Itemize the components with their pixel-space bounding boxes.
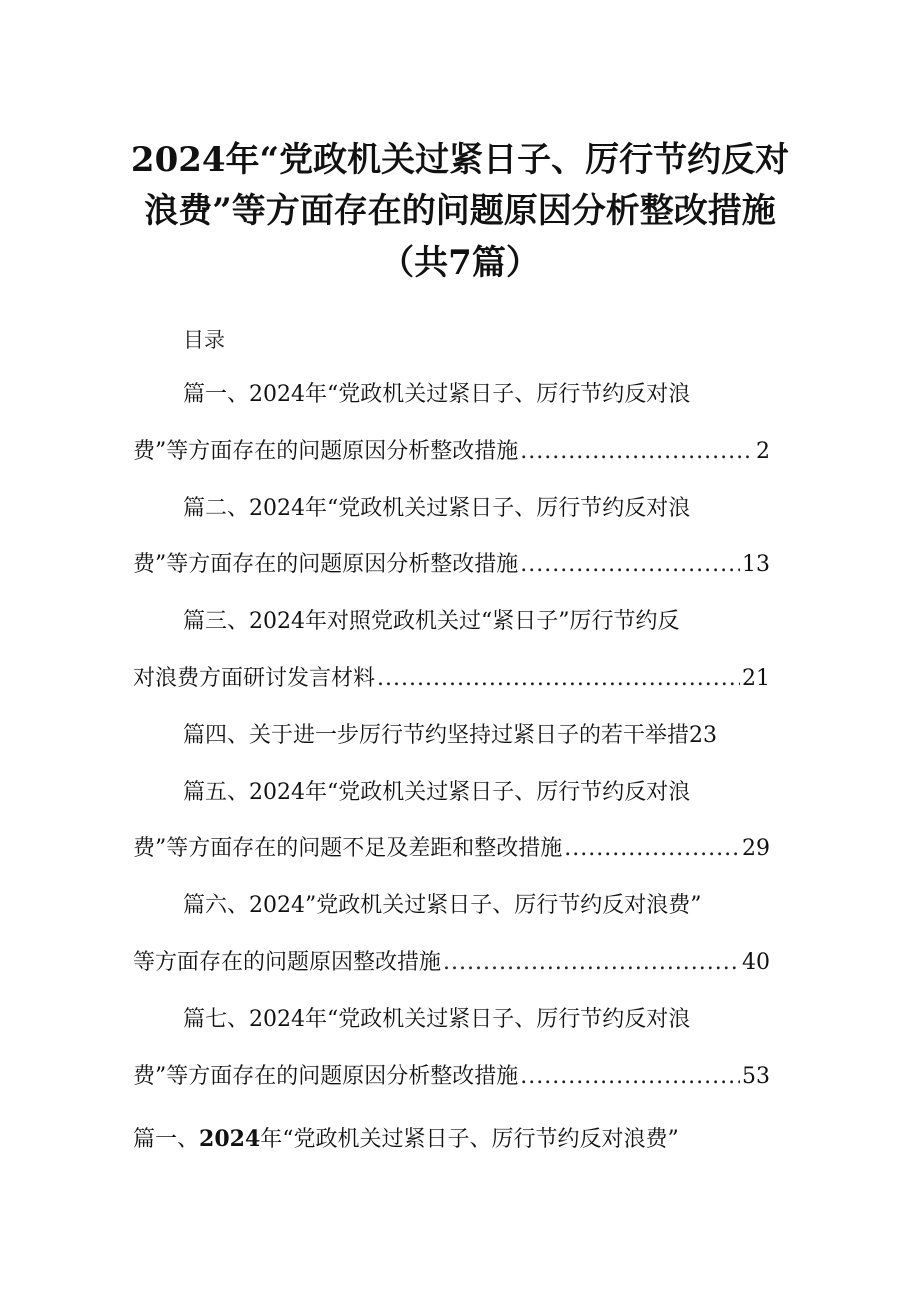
toc-entry-5-line-1[interactable]: 篇五、2024年“党政机关过紧日子、厉行节约反对浪 xyxy=(183,780,691,805)
toc-page-number: 40 xyxy=(742,950,770,975)
section-heading-year: 2024 xyxy=(199,1126,261,1152)
toc-entry-7-line-2[interactable] xyxy=(133,1062,770,1092)
toc-page-number: 21 xyxy=(742,666,770,691)
document-title-line-3: （共7篇） xyxy=(380,243,540,283)
toc-entry-text: 对浪费方面研讨发言材料 xyxy=(133,666,376,691)
toc-entry-6-line-1[interactable]: 篇六、2024”党政机关过紧日子、厉行节约反对浪费” xyxy=(183,893,702,918)
section-heading xyxy=(133,1124,679,1155)
toc-entry-text: 费”等方面存在的问题原因分析整改措施 xyxy=(133,1064,519,1089)
toc-entry-2-line-1[interactable]: 篇二、2024年“党政机关过紧日子、厉行节约反对浪 xyxy=(183,496,691,521)
toc-entry-7-line-1[interactable]: 篇七、2024年“党政机关过紧日子、厉行节约反对浪 xyxy=(183,1007,691,1032)
toc-entry-text: 等方面存在的问题原因整改措施 xyxy=(133,950,442,975)
toc-page-number: 29 xyxy=(742,836,770,861)
toc-entry-1-line-2[interactable] xyxy=(133,437,770,467)
toc-leader-dots xyxy=(520,550,740,580)
toc-entry-1-line-1[interactable]: 篇一、2024年“党政机关过紧日子、厉行节约反对浪 xyxy=(183,382,691,407)
toc-page-number: 53 xyxy=(742,1064,770,1089)
document-title-line-2: 浪费”等方面存在的问题原因分析整改措施 xyxy=(144,191,776,231)
toc-leader-dots xyxy=(520,437,754,467)
section-heading-text: 年“党政机关过紧日子、厉行节约反对浪费” xyxy=(260,1127,679,1152)
toc-entry-text: 费”等方面存在的问题原因分析整改措施 xyxy=(133,439,519,464)
toc-entry-3-line-2[interactable] xyxy=(133,664,770,694)
section-heading-prefix: 篇一、 xyxy=(133,1127,200,1152)
toc-entry-text: 费”等方面存在的问题不足及差距和整改措施 xyxy=(133,836,563,861)
toc-entry-5-line-2[interactable] xyxy=(133,834,770,864)
toc-page-number: 13 xyxy=(742,552,770,577)
toc-leader-dots xyxy=(377,664,740,694)
toc-entry-2-line-2[interactable] xyxy=(133,550,770,580)
toc-entry-3-line-1[interactable]: 篇三、2024年对照党政机关过“紧日子”厉行节约反 xyxy=(183,609,680,634)
toc-entry-4[interactable]: 篇四、关于进一步厉行节约坚持过紧日子的若干举措23 xyxy=(183,723,717,748)
toc-page-number: 2 xyxy=(756,439,770,464)
toc-label: 目录 xyxy=(183,328,225,352)
toc-leader-dots xyxy=(443,948,740,978)
document-title-line-1: 2024年“党政机关过紧日子、厉行节约反对 xyxy=(130,140,790,180)
toc-entry-6-line-2[interactable] xyxy=(133,948,770,978)
toc-leader-dots xyxy=(520,1062,740,1092)
toc-leader-dots xyxy=(564,834,740,864)
toc-entry-text: 费”等方面存在的问题原因分析整改措施 xyxy=(133,552,519,577)
